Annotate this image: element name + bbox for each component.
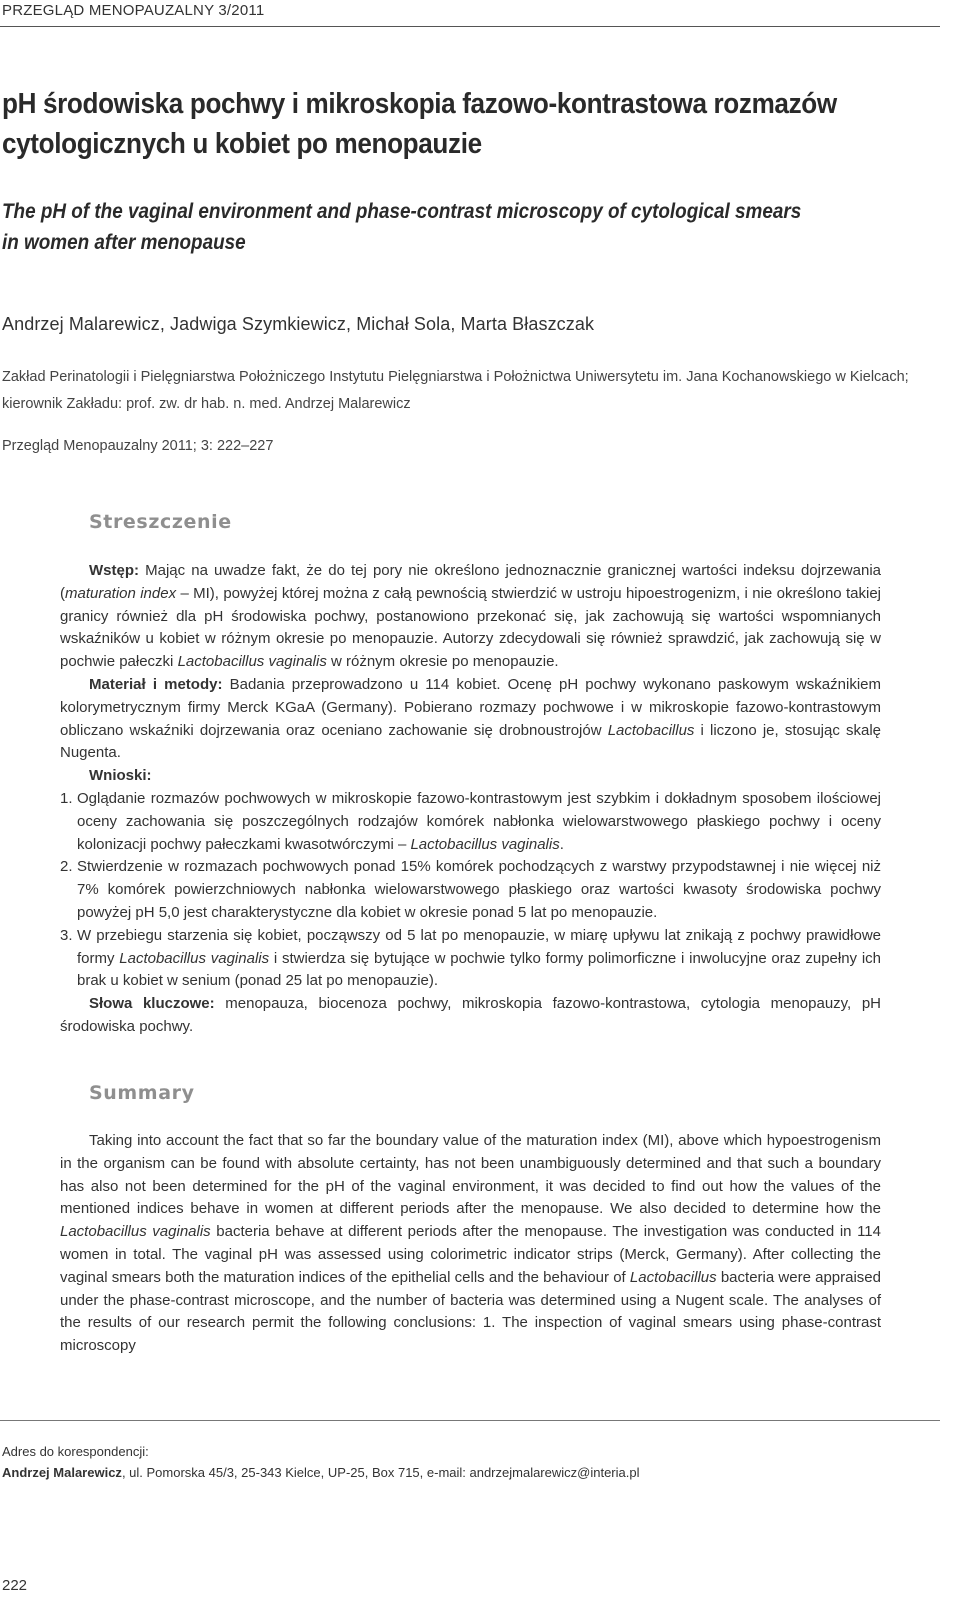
methods-text: Badania przeprowadzono u 114 kobiet. Ocenę pH pochwy wykonano paskowym wskaźnikiem kolorymetrycznym firmy Merck KGaA (Germany). Pobierano rozmazy pochwowe i w mikroskopie fazowo-kontrastowym obliczano wskaźniki dojrzewania oraz oceniano zachowanie się drobnoustrojów bbox=[60, 675, 881, 739]
correspondence-address bbox=[2, 1465, 639, 1480]
correspondence-details: , ul. Pomorska 45/3, 25-343 Kielce, UP-25, Box 715, e-mail: andrzejmalarewicz@interia.pl bbox=[121, 1465, 640, 1480]
abstract-conclusions-heading bbox=[60, 765, 881, 788]
keywords-label: Słowa kluczowe: bbox=[89, 995, 215, 1013]
conclusion-number: 2. bbox=[60, 858, 73, 876]
conclusion-number: 1. bbox=[60, 789, 73, 807]
intro-italic: Lactobacillus vaginalis bbox=[177, 653, 327, 671]
methods-label: Materiał i metody: bbox=[89, 675, 223, 693]
title-polish-line-1: pH środowiska pochwy i mikroskopia fazowo-kontrastowa rozmazów bbox=[2, 88, 837, 120]
conclusion-number: 3. bbox=[60, 926, 73, 944]
intro-label: Wstęp: bbox=[89, 562, 139, 579]
conclusion-text: Oglądanie rozmazów pochwowych w mikroskopie fazowo-kontrastowym jest szybkim i dokładnym sposobem ilościowej oceny zachowania się poszczególnych rodzajów komórek nabłonka wielowarstwowego płaskiego pochwy i oceny kolonizacji pochwy pałeczkami kwasotwórczymi – bbox=[77, 789, 881, 853]
citation: Przegląd Menopauzalny 2011; 3: 222–227 bbox=[2, 438, 274, 454]
title-polish-line-2: cytologicznych u kobiet po menopauzie bbox=[2, 128, 482, 160]
conclusion-italic: Lactobacillus vaginalis bbox=[410, 835, 560, 853]
header-divider bbox=[0, 26, 940, 27]
affiliation bbox=[2, 364, 942, 418]
summary-text-part: bacteria were appraised under the phase-contrast microscope, and the number of bacteria was determined using a Nugent scale. The analyses of the results of our research permit the following conclusions: 1. The inspection of vaginal smears using phase-contrast microscopy bbox=[60, 1268, 881, 1355]
abstract-polish bbox=[60, 560, 881, 1039]
summary-text bbox=[60, 1130, 881, 1358]
intro-text: – MI), powyżej której można z całą pewnością stwierdzić w ustroju hipoestrogenizm, i nie określono takiej granicy również dla pH środowiska pochwy, postanowiono przekonać się, jak zachowują się wartości wspomnianych wskaźników u kobiet w różnym okresie po menopauzie. Autorzy zdecydowali się również sprawdzić, jak zachowują się w pochwie pałeczki bbox=[60, 584, 882, 671]
summary-text-part: Taking into account the fact that so far the boundary value of the maturation index (MI), above which hypoestrogenism in the organism can be found with absolute certainty, has not been unambiguously determined and that such a boundary has also not been determined for the pH of the vaginal environment, it was decided to find out how the values of the mentioned indices behave in women at different periods after the menopause. We also decided to determine how the bbox=[60, 1132, 881, 1218]
title-english-line-1: The pH of the vaginal environment and phase-contrast microscopy of cytological smears bbox=[2, 200, 802, 223]
title-polish bbox=[2, 84, 929, 164]
footer-divider bbox=[0, 1420, 940, 1421]
methods-text: i liczono je, stosując skalę Nugenta. bbox=[60, 721, 882, 762]
streszczenie-heading: Streszczenie bbox=[89, 511, 232, 533]
intro-text: w różnym okresie po menopauzie. bbox=[326, 653, 559, 671]
conclusion-text: . bbox=[559, 835, 564, 853]
authors: Andrzej Malarewicz, Jadwiga Szymkiewicz, Michał Sola, Marta Błaszczak bbox=[2, 314, 595, 334]
conclusion-item bbox=[60, 925, 881, 993]
methods-italic: Lactobacillus bbox=[607, 721, 695, 739]
abstract-methods bbox=[60, 674, 881, 765]
title-english-line-2: in women after menopause bbox=[2, 231, 246, 254]
abstract-intro bbox=[60, 560, 881, 674]
correspondence-name: Andrzej Malarewicz bbox=[2, 1465, 122, 1480]
conclusion-italic: Lactobacillus vaginalis bbox=[119, 949, 270, 967]
conclusions-label: Wnioski: bbox=[89, 767, 152, 785]
summary-text-part: bacteria behave at different periods after the menopause. The investigation was conducted in 114 women in total. The vaginal pH was assessed using colorimetric indicator strips (Merck, Germany). After collecting the vaginal smears both the maturation indices of the epithelial cells and the behaviour of bbox=[60, 1223, 881, 1286]
affiliation-line-1: Zakład Perinatologii i Pielęgniarstwa Położniczego Instytutu Pielęgniarstwa i Położnictwa Uniwersytetu im. Jana Kochanowskiego w Kielcach; bbox=[2, 369, 909, 385]
conclusion-text: i stwierdza się bytujące w pochwie tylko formy polimorficzne i inwolucyjne oraz zupełny ich brak u kobiet w senium (ponad 25 lat po menopauzie). bbox=[77, 949, 881, 990]
intro-text: Mając na uwadze fakt, że do tej pory nie określono jednoznacznie granicznej wartości indeksu dojrzewania ( bbox=[60, 562, 881, 602]
intro-italic: maturation index bbox=[65, 584, 177, 602]
title-english bbox=[2, 196, 929, 258]
conclusion-text: W przebiegu starzenia się kobiet, począwszy od 5 lat po menopauzie, w miarę upływu lat znikają z pochwy prawidłowe formy bbox=[77, 926, 881, 967]
journal-header: PRZEGLĄD MENOPAUZALNY 3/2011 bbox=[2, 2, 265, 19]
summary-italic: Lactobacillus bbox=[629, 1268, 717, 1286]
page-number: 222 bbox=[2, 1577, 28, 1594]
conclusion-text: Stwierdzenie w rozmazach pochwowych ponad 15% komórek pochodzących z warstwy przypodstawnej i nie więcej niż 7% komórek powierzchniowych nabłonka wielowarstwowego płaskiego oraz wartości kwasoty środowiska pochwy powyżej pH 5,0 jest charakterystyczne dla kobiet w okresie ponad 5 lat po menopauzie. bbox=[77, 858, 881, 921]
correspondence-label: Adres do korespondencji: bbox=[2, 1444, 149, 1459]
abstract-keywords bbox=[60, 993, 881, 1039]
keywords-text: menopauza, biocenoza pochwy, mikroskopia fazowo-kontrastowa, cytologia menopauzy, pH środowiska pochwy. bbox=[60, 995, 882, 1035]
summary-heading: Summary bbox=[89, 1082, 195, 1104]
affiliation-line-2: kierownik Zakładu: prof. zw. dr hab. n. med. Andrzej Malarewicz bbox=[2, 396, 411, 412]
summary-italic: Lactobacillus vaginalis bbox=[60, 1223, 211, 1241]
conclusion-item bbox=[60, 856, 881, 924]
conclusion-item bbox=[60, 788, 881, 856]
conclusions-list bbox=[60, 788, 881, 993]
